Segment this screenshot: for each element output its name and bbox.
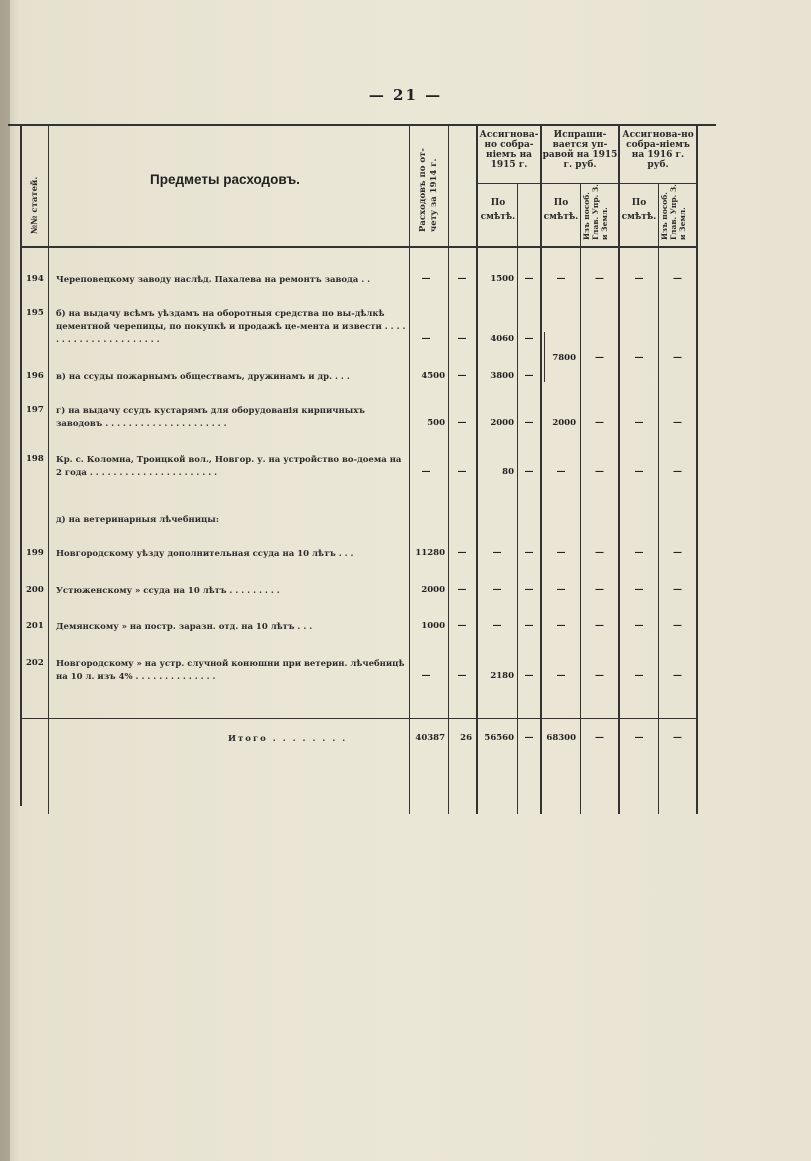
- cell-assign-1915: 3800: [490, 371, 514, 381]
- cell-expense: —: [421, 467, 431, 477]
- header-sub-smete: По смѣтѣ.: [480, 198, 516, 222]
- cell-assign-1915-kop: —: [524, 334, 534, 344]
- total-expense: 40387: [415, 733, 445, 743]
- header-sub-posob: Изъ пособ. Глав. Упр. З. и Земл.: [582, 184, 609, 240]
- cell-assign-1915-kop: —: [524, 585, 534, 595]
- cell-request-smete: 7800: [552, 353, 576, 363]
- total-assign-1915-kop: —: [524, 733, 534, 743]
- cell-expense: 500: [427, 418, 445, 428]
- cell-expense-kop: —: [457, 371, 467, 381]
- cell-expense-kop: —: [457, 334, 467, 344]
- total-label: Итого . . . . . . . .: [228, 734, 348, 744]
- total-assign-1916-posob: —: [673, 733, 682, 743]
- cell-assign-1916-smete: —: [634, 671, 644, 681]
- cell-assign-1915: 4060: [490, 334, 514, 344]
- col-rule: [696, 124, 698, 814]
- cell-assign-1915-kop: —: [524, 671, 534, 681]
- cell-assign-1915-kop: —: [524, 467, 534, 477]
- cell-request-smete: 2000: [552, 418, 576, 428]
- cell-expense: 11280: [415, 548, 445, 558]
- cell-assign-1916-smete: —: [634, 467, 644, 477]
- row-number: 198: [26, 454, 44, 464]
- cell-request-posob: —: [595, 467, 604, 477]
- total-request-posob: —: [595, 733, 604, 743]
- cell-expense-kop: —: [457, 274, 467, 284]
- cell-assign-1916-smete: —: [634, 548, 644, 558]
- cell-request-posob: —: [595, 274, 604, 284]
- header-col-request-1915: Испраши-вается уп-равой на 1915 г. руб.: [542, 130, 618, 170]
- header-col-subject: Предметы расходовъ.: [150, 172, 300, 187]
- row-text: Устюженскому » ссуда на 10 лѣтъ . . . . . . . . .: [56, 586, 280, 596]
- cell-expense-kop: —: [457, 418, 467, 428]
- row-text: Новгородскому » на устр. случной конюшни при ветерин. лѣчебницѣ на 10 л. изъ 4% . . . . . . . . . . . . . .: [56, 659, 405, 682]
- cell-assign-1915: 2000: [490, 418, 514, 428]
- cell-request-smete: —: [556, 621, 566, 631]
- cell-assign-1916-smete: —: [634, 585, 644, 595]
- cell-assign-1915-kop: —: [524, 274, 534, 284]
- cell-request-posob: —: [595, 548, 604, 558]
- cell-request-smete: —: [556, 548, 566, 558]
- header-sub-smete: По смѣтѣ.: [543, 198, 579, 222]
- row-number: 194: [26, 274, 44, 284]
- cell-expense-kop: —: [457, 671, 467, 681]
- cell-assign-1915-kop: —: [524, 548, 534, 558]
- cell-expense-kop: —: [457, 621, 467, 631]
- cell-expense: —: [421, 334, 431, 344]
- cell-assign-1915: —: [492, 548, 502, 558]
- cell-assign-1915-kop: —: [524, 418, 534, 428]
- cell-assign-1916-posob: —: [673, 274, 682, 284]
- header-sub-smete: По смѣтѣ.: [621, 198, 657, 222]
- total-request-smete: 68300: [546, 733, 576, 743]
- row-number: 197: [26, 405, 44, 415]
- cell-request-posob: —: [595, 418, 604, 428]
- row-text: Новгородскому уѣзду дополнительная ссуда на 10 лѣтъ . . .: [56, 549, 354, 559]
- brace-line: [544, 332, 545, 382]
- section-heading-text: д) на ветеринарныя лѣчебницы:: [56, 515, 219, 525]
- table-top-rule: [8, 124, 716, 126]
- total-assign-1915: 56560: [484, 733, 514, 743]
- cell-assign-1916-smete: —: [634, 621, 644, 631]
- col-rule: [20, 124, 22, 806]
- cell-assign-1916-posob: —: [673, 548, 682, 558]
- cell-assign-1915-kop: —: [524, 621, 534, 631]
- header-col-assign-1916: Ассигнова-но собра-ніемъ на 1916 г. руб.: [622, 130, 694, 170]
- row-text: в) на ссуды пожарнымъ обществамъ, дружинамъ и др. . . .: [56, 372, 350, 382]
- cell-assign-1915-kop: —: [524, 371, 534, 381]
- header-bottom-rule: [20, 246, 698, 248]
- row-text: г) на выдачу ссудъ кустарямъ для оборудованія кирпичныхъ заводовъ . . . . . . . . . . . . . . . . . . . . .: [56, 406, 365, 429]
- cell-assign-1916-smete: —: [634, 418, 644, 428]
- cell-expense: —: [421, 274, 431, 284]
- cell-request-smete: —: [556, 274, 566, 284]
- cell-assign-1916-smete: —: [634, 353, 644, 363]
- cell-assign-1916-posob: —: [673, 353, 682, 363]
- cell-assign-1916-smete: —: [634, 274, 644, 284]
- cell-assign-1916-posob: —: [673, 585, 682, 595]
- cell-expense: 1000: [421, 621, 445, 631]
- cell-expense-kop: —: [457, 467, 467, 477]
- cell-request-posob: —: [595, 621, 604, 631]
- cell-assign-1915: —: [492, 585, 502, 595]
- cell-request-smete: —: [556, 671, 566, 681]
- cell-assign-1916-posob: —: [673, 418, 682, 428]
- header-col-num: №№ статей.: [30, 176, 40, 234]
- cell-expense-kop: —: [457, 548, 467, 558]
- cell-request-smete: —: [556, 467, 566, 477]
- cell-expense: —: [421, 671, 431, 681]
- row-number: 201: [26, 621, 44, 631]
- cell-assign-1916-posob: —: [673, 671, 682, 681]
- cell-assign-1916-posob: —: [673, 621, 682, 631]
- total-assign-1916-smete: —: [634, 733, 644, 743]
- cell-expense: 4500: [421, 371, 445, 381]
- cell-assign-1916-posob: —: [673, 467, 682, 477]
- row-number: 196: [26, 371, 44, 381]
- header-sub-posob: Изъ пособ. Глав. Упр. З. и Земл.: [660, 184, 687, 240]
- cell-assign-1915: 2180: [490, 671, 514, 681]
- total-expense-kop: 26: [460, 733, 472, 743]
- cell-request-posob: —: [595, 585, 604, 595]
- cell-expense: 2000: [421, 585, 445, 595]
- col-rule: [48, 124, 49, 814]
- page-number: — 21 —: [368, 86, 443, 104]
- cell-assign-1915: 1500: [490, 274, 514, 284]
- col-rule: [409, 124, 410, 814]
- cell-expense-kop: —: [457, 585, 467, 595]
- row-number: 200: [26, 585, 44, 595]
- col-rule: [448, 124, 449, 814]
- cell-request-posob: —: [595, 671, 604, 681]
- cell-request-posob: —: [595, 353, 604, 363]
- row-text: Череповецкому заводу наслѣд. Пахалева на ремонтъ завода . .: [56, 275, 371, 285]
- total-top-rule: [20, 718, 698, 719]
- cell-assign-1915: —: [492, 621, 502, 631]
- row-number: 199: [26, 548, 44, 558]
- row-text: Демянскому » на постр. заразн. отд. на 10 лѣтъ . . .: [56, 622, 313, 632]
- row-text: Кр. с. Коломна, Троицкой вол., Новгор. у. на устройство во-доема на 2 года . . . . . . . . . . . . . . . . . . . . . .: [56, 455, 402, 478]
- row-text: б) на выдачу всѣмъ уѣздамъ на оборотныя средства по вы-дѣлкѣ цементной черепицы, по покупкѣ и продажѣ це-мента и извести . . . . . . . . . . . . . . . . . . . . . .: [56, 309, 406, 345]
- header-col-expense-1914: Расходовъ по от-четy за 1914 г.: [418, 148, 439, 232]
- cell-assign-1915: 80: [502, 467, 514, 477]
- row-number: 195: [26, 308, 44, 318]
- header-col-assign-1915: Ассигнова-но собра-ніемъ на 1915 г.: [479, 130, 539, 170]
- cell-request-smete: —: [556, 585, 566, 595]
- row-number: 202: [26, 658, 44, 668]
